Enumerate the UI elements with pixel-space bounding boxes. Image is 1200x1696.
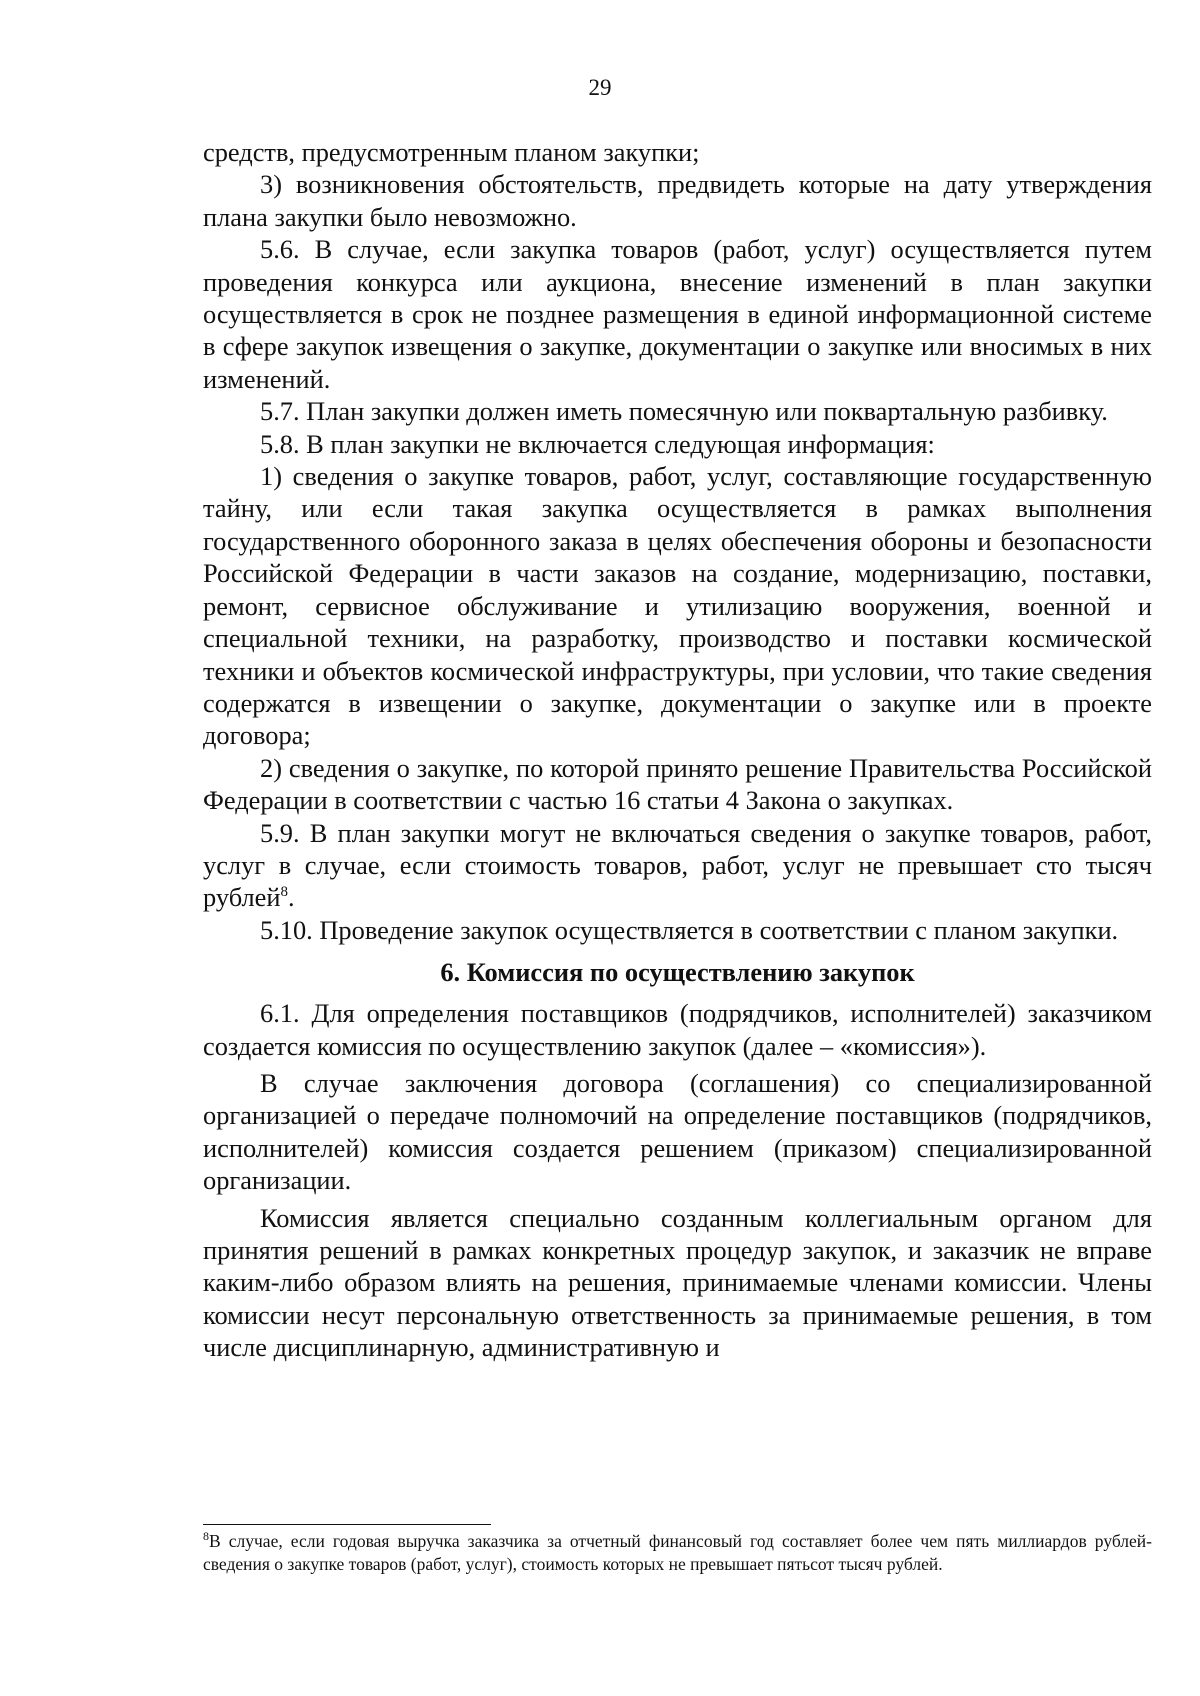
footnote-marker: 8 — [203, 1529, 209, 1544]
section-heading: 6. Комиссия по осуществлению закупок — [440, 957, 915, 988]
list-item-2: 2) сведения о закупке, по которой принято решение Правительства Российской Федерации в соответствии с частью 16 статьи 4 Закона о закупках. — [203, 752, 1152, 816]
clause-5-9-tail: . — [287, 882, 295, 913]
paragraph: В случае заключения договора (соглашения) со специализированной организацией о передаче полномочий на определение поставщиков (подрядчиков, исполнителей) комиссия создается решением (приказом) специализированной организации. — [203, 1067, 1152, 1196]
footnote-divider — [203, 1524, 491, 1525]
clause-5-8: 5.8. В план закупки не включается следующая информация: — [260, 428, 935, 459]
clause-5-9-text: 5.9. В план закупки могут не включаться сведения о закупке товаров, работ, услуг в случае, если стоимость товаров, работ, услуг не превышает сто тысяч рублей — [203, 817, 1152, 913]
document-body — [203, 136, 1152, 1364]
clause-5-7: 5.7. План закупки должен иметь помесячную или поквартальную разбивку. — [260, 396, 1108, 427]
page-number: 29 — [588, 75, 612, 100]
list-item-1: 1) сведения о закупке товаров, работ, услуг, составляющие государственную тайну, или если такая закупка осуществляется в рамках выполнения государственного оборонного заказа в целях обеспечения обороны и безопасности Российской Федерации в части заказов на создание, модернизацию, поставки, ремонт, сервисное обслуживание и утилизацию вооружения, военной и специальной техники, на разработку, производство и поставки космической техники и объектов космической инфраструктуры, при условии, что такие сведения содержатся в извещении о закупке, документации о закупке или в проекте договора; — [203, 461, 1152, 751]
clause-6-1: 6.1. Для определения поставщиков (подрядчиков, исполнителей) заказчиком создается комиссия по осуществлению закупок (далее – «комиссия»). — [203, 998, 1152, 1061]
footnote-text: В случае, если годовая выручка заказчика за отчетный финансовый год составляет более чем пять миллиардов рублей- сведения о закупке товаров (работ, услуг), стоимость которых не превышает пятьсот тысяч рублей. — [203, 1531, 1152, 1574]
list-item-3: 3) возникновения обстоятельств, предвидеть которые на дату утверждения плана закупки было невозможно. — [203, 169, 1152, 232]
footnote — [203, 1530, 1152, 1575]
clause-5-10: 5.10. Проведение закупок осуществляется в соответствии с планом закупки. — [260, 914, 1119, 945]
paragraph: средств, предусмотренным планом закупки; — [203, 137, 700, 167]
paragraph: Комиссия является специально созданным коллегиальным органом для принятия решений в рамках конкретных процедур закупок, и заказчик не вправе каким-либо образом влиять на решения, принимаемые членами комиссии. Члены комиссии несут персональную ответственность за принимаемые решения, в том числе дисциплинарную, административную и — [203, 1202, 1152, 1363]
clause-5-9 — [203, 817, 1152, 914]
footnote-reference[interactable]: 8 — [280, 884, 288, 901]
clause-5-6: 5.6. В случае, если закупка товаров (работ, услуг) осуществляется путем проведения конкурса или аукциона, внесение изменений в план закупки осуществляется в срок не позднее размещения в единой информационной системе в сфере закупок извещения о закупке, документации о закупке или вносимых в них изменений. — [203, 234, 1152, 394]
